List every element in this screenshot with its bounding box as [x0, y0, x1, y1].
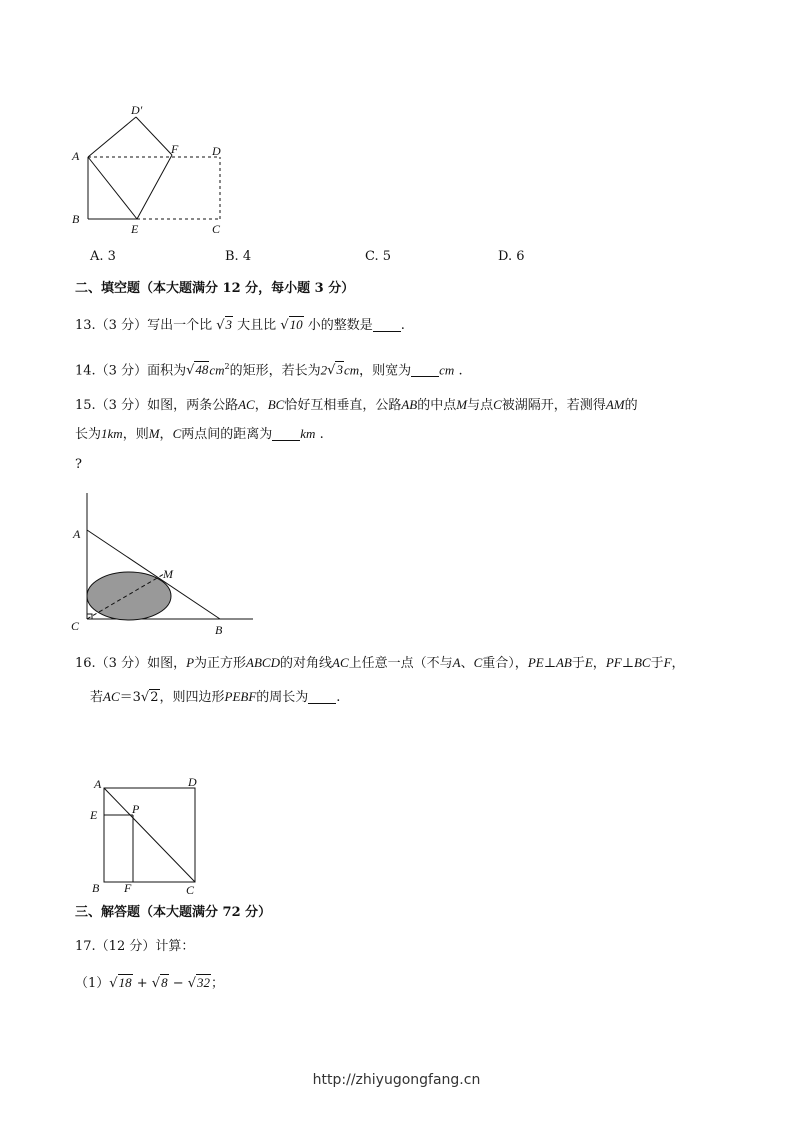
question-17-title: 17.（12 分）计算： [75, 939, 195, 954]
question-17-part-1: （1）√18 + √8 − √32； [75, 975, 225, 991]
label-d: D [212, 144, 221, 158]
sqrt-3: √3 [216, 317, 233, 333]
option-c: C. 5 [365, 249, 392, 264]
label-e: E [131, 222, 139, 236]
question-mark: ? [75, 457, 82, 472]
label-d: D [188, 775, 197, 789]
section-heading-fill-in: 二、填空题（本大题满分 12 分，每小题 3 分） [75, 281, 355, 296]
sqrt-8: √8 [151, 975, 168, 991]
label-a: A [94, 777, 102, 791]
q13-pre: 13.（3 分）写出一个比 [75, 318, 213, 333]
label-f: F [124, 881, 132, 895]
question-14: 14.（3 分）面积为$√48cm^2$的矩形，若长为2√3cm，则宽为 cm . [75, 362, 463, 379]
label-a: A [72, 149, 80, 163]
answer-blank [308, 689, 336, 704]
answer-blank [411, 362, 439, 377]
label-c: C [212, 222, 221, 236]
q13-post: 小的整数是 [307, 318, 373, 333]
diagonal-ac [104, 788, 195, 882]
question-16-line-2: 若AC＝3√2，则四边形PEBF的周长为 . [90, 689, 341, 705]
answer-blank [373, 317, 401, 332]
option-a: A. 3 [90, 249, 116, 264]
q13-mid: 大且比 [237, 318, 277, 333]
question-13: 13.（3 分）写出一个比 √3 大且比 √10 小的整数是 . [75, 317, 405, 333]
figure-roads-lake [65, 488, 260, 640]
label-e: E [90, 808, 98, 822]
figure-square-diagonal [82, 772, 207, 897]
label-d-prime: D′ [131, 103, 143, 117]
label-b: B [92, 881, 100, 895]
segment-ad-prime [88, 117, 136, 157]
option-b: B. 4 [225, 249, 252, 264]
label-m: M [163, 567, 173, 581]
question-15-line-1: 15.（3 分）如图，两条公路AC，BC恰好互相垂直，公路AB的中点M与点C被湖隔开，若测得AM的 [75, 397, 638, 413]
sqrt-32: √32 [187, 975, 211, 991]
question-16-line-1: 16.（3 分）如图，P为正方形ABCD的对角线AC上任意一点（不与A、C重合），PE⊥AB于E，PF⊥BC于F， [75, 655, 685, 671]
label-c: C [71, 619, 80, 633]
option-d: D. 6 [498, 249, 525, 264]
segment-ae [88, 157, 137, 219]
sqrt-48: √48 [186, 362, 209, 379]
sqrt-2: √2 [140, 690, 159, 705]
label-b: B [72, 212, 80, 226]
footer-url[interactable]: http://zhiyugongfang.cn [312, 1072, 481, 1088]
figure-fold-rectangle [60, 95, 240, 240]
label-a: A [73, 527, 81, 541]
question-15-line-2: 长为1km，则M，C两点间的距离为 km . [75, 426, 324, 442]
sqrt-18: √18 [109, 975, 132, 991]
section-heading-solutions: 三、解答题（本大题满分 72 分） [75, 905, 272, 920]
label-f: F [171, 142, 179, 156]
label-p: P [132, 802, 140, 816]
sqrt-3: √3 [327, 362, 343, 379]
sqrt-10: √10 [280, 317, 303, 333]
label-c: C [186, 883, 195, 897]
segment-d-prime-f [136, 117, 172, 155]
lake [87, 572, 171, 620]
segment-ef [137, 155, 172, 219]
label-b: B [215, 623, 223, 637]
answer-blank [272, 426, 300, 441]
